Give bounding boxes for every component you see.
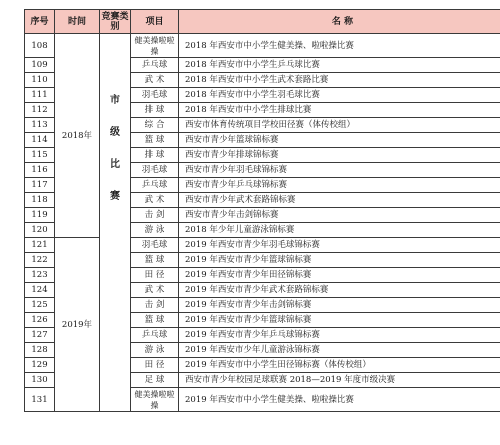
header-time: 时间 xyxy=(55,10,100,34)
category-char: 比 xyxy=(100,160,130,170)
row-number: 118 xyxy=(25,193,55,208)
competition-name: 2018 年西安市中小学生排球比赛 xyxy=(179,103,500,118)
competition-name: 2019 年西安市青少年羽毛球锦标赛 xyxy=(179,238,500,253)
sport-item: 武 术 xyxy=(131,283,179,298)
sport-item: 排 球 xyxy=(131,103,179,118)
sport-item: 排 球 xyxy=(131,148,179,163)
sport-item: 击 剑 xyxy=(131,208,179,223)
row-number: 131 xyxy=(25,388,55,412)
row-number: 129 xyxy=(25,358,55,373)
sport-item: 击 剑 xyxy=(131,298,179,313)
competition-name: 2018 年西安市中小学生健美操、啦啦操比赛 xyxy=(179,34,500,58)
sport-item: 足 球 xyxy=(131,373,179,388)
category-char: 级 xyxy=(100,128,130,138)
year-2018-cell: 2018年 xyxy=(55,34,100,238)
category-char: 市 xyxy=(100,96,130,106)
header-name: 名 称 xyxy=(179,10,500,34)
row-number: 130 xyxy=(25,373,55,388)
row-number: 117 xyxy=(25,178,55,193)
competition-name: 2019 年西安市青少年篮球锦标赛 xyxy=(179,253,500,268)
row-number: 119 xyxy=(25,208,55,223)
sport-item: 综 合 xyxy=(131,118,179,133)
sport-item: 田 径 xyxy=(131,358,179,373)
competition-name: 2018 年西安市中小学生乒乓球比赛 xyxy=(179,58,500,73)
competition-name: 2019 年西安市中小学生田径锦标赛（体传校组） xyxy=(179,358,500,373)
sport-item: 篮 球 xyxy=(131,313,179,328)
row-number: 123 xyxy=(25,268,55,283)
sport-item: 武 术 xyxy=(131,73,179,88)
row-number: 110 xyxy=(25,73,55,88)
header-item: 项目 xyxy=(131,10,179,34)
sport-item: 游 泳 xyxy=(131,223,179,238)
row-number: 109 xyxy=(25,58,55,73)
competition-name: 2019 年西安市青少年篮球锦标赛 xyxy=(179,313,500,328)
competition-name: 2019 年西安市青少年田径锦标赛 xyxy=(179,268,500,283)
row-number: 120 xyxy=(25,223,55,238)
row-number: 122 xyxy=(25,253,55,268)
sport-item: 游 泳 xyxy=(131,343,179,358)
competition-name: 2019 年西安市少年儿童游泳锦标赛 xyxy=(179,343,500,358)
sport-item: 乒乓球 xyxy=(131,328,179,343)
row-number: 116 xyxy=(25,163,55,178)
row-number: 126 xyxy=(25,313,55,328)
row-number: 108 xyxy=(25,34,55,58)
sport-item: 健美操啦啦操 xyxy=(131,34,179,58)
row-number: 113 xyxy=(25,118,55,133)
competition-name: 2018 年西安市中小学生武术套路比赛 xyxy=(179,73,500,88)
competition-name: 西安市青少年羽毛球锦标赛 xyxy=(179,163,500,178)
competition-name: 西安市青少年校园足球联赛 2018—2019 年度市级决赛 xyxy=(179,373,500,388)
sport-item: 羽毛球 xyxy=(131,88,179,103)
sport-item: 健美操啦啦操 xyxy=(131,388,179,412)
competition-table xyxy=(24,9,500,412)
row-number: 121 xyxy=(25,238,55,253)
competition-name: 2019 年西安市青少年击剑锦标赛 xyxy=(179,298,500,313)
sport-item: 乒乓球 xyxy=(131,178,179,193)
competition-name: 西安市体育传统项目学校田径赛（体传校组） xyxy=(179,118,500,133)
row-number: 112 xyxy=(25,103,55,118)
sport-item: 羽毛球 xyxy=(131,163,179,178)
competition-table-page xyxy=(24,9,500,445)
competition-name: 西安市青少年乒乓球锦标赛 xyxy=(179,178,500,193)
competition-name: 西安市青少年排球锦标赛 xyxy=(179,148,500,163)
competition-name: 西安市青少年篮球锦标赛 xyxy=(179,133,500,148)
sport-item: 篮 球 xyxy=(131,253,179,268)
sport-item: 羽毛球 xyxy=(131,238,179,253)
competition-name: 2019 年西安市青少年乒乓球锦标赛 xyxy=(179,328,500,343)
category-cell xyxy=(100,34,131,412)
table-row xyxy=(25,34,500,58)
competition-name: 西安市青少年武术套路锦标赛 xyxy=(179,193,500,208)
competition-name: 2019 年西安市中小学生健美操、啦啦操比赛 xyxy=(179,388,500,412)
competition-name: 2018 年少年儿童游泳锦标赛 xyxy=(179,223,500,238)
table-row xyxy=(25,238,500,253)
row-number: 111 xyxy=(25,88,55,103)
row-number: 114 xyxy=(25,133,55,148)
year-2019-cell: 2019年 xyxy=(55,238,100,412)
sport-item: 田 径 xyxy=(131,268,179,283)
row-number: 125 xyxy=(25,298,55,313)
competition-name: 西安市青少年击剑锦标赛 xyxy=(179,208,500,223)
category-char: 赛 xyxy=(100,192,130,202)
sport-item: 武 术 xyxy=(131,193,179,208)
sport-item: 篮 球 xyxy=(131,133,179,148)
header-category: 竞赛类别 xyxy=(100,10,131,34)
row-number: 127 xyxy=(25,328,55,343)
competition-name: 2018 年西安市中小学生羽毛球比赛 xyxy=(179,88,500,103)
row-number: 128 xyxy=(25,343,55,358)
sport-item: 乒乓球 xyxy=(131,58,179,73)
row-number: 115 xyxy=(25,148,55,163)
header-no: 序号 xyxy=(25,10,55,34)
row-number: 124 xyxy=(25,283,55,298)
competition-name: 2019 年西安市青少年武术套路锦标赛 xyxy=(179,283,500,298)
